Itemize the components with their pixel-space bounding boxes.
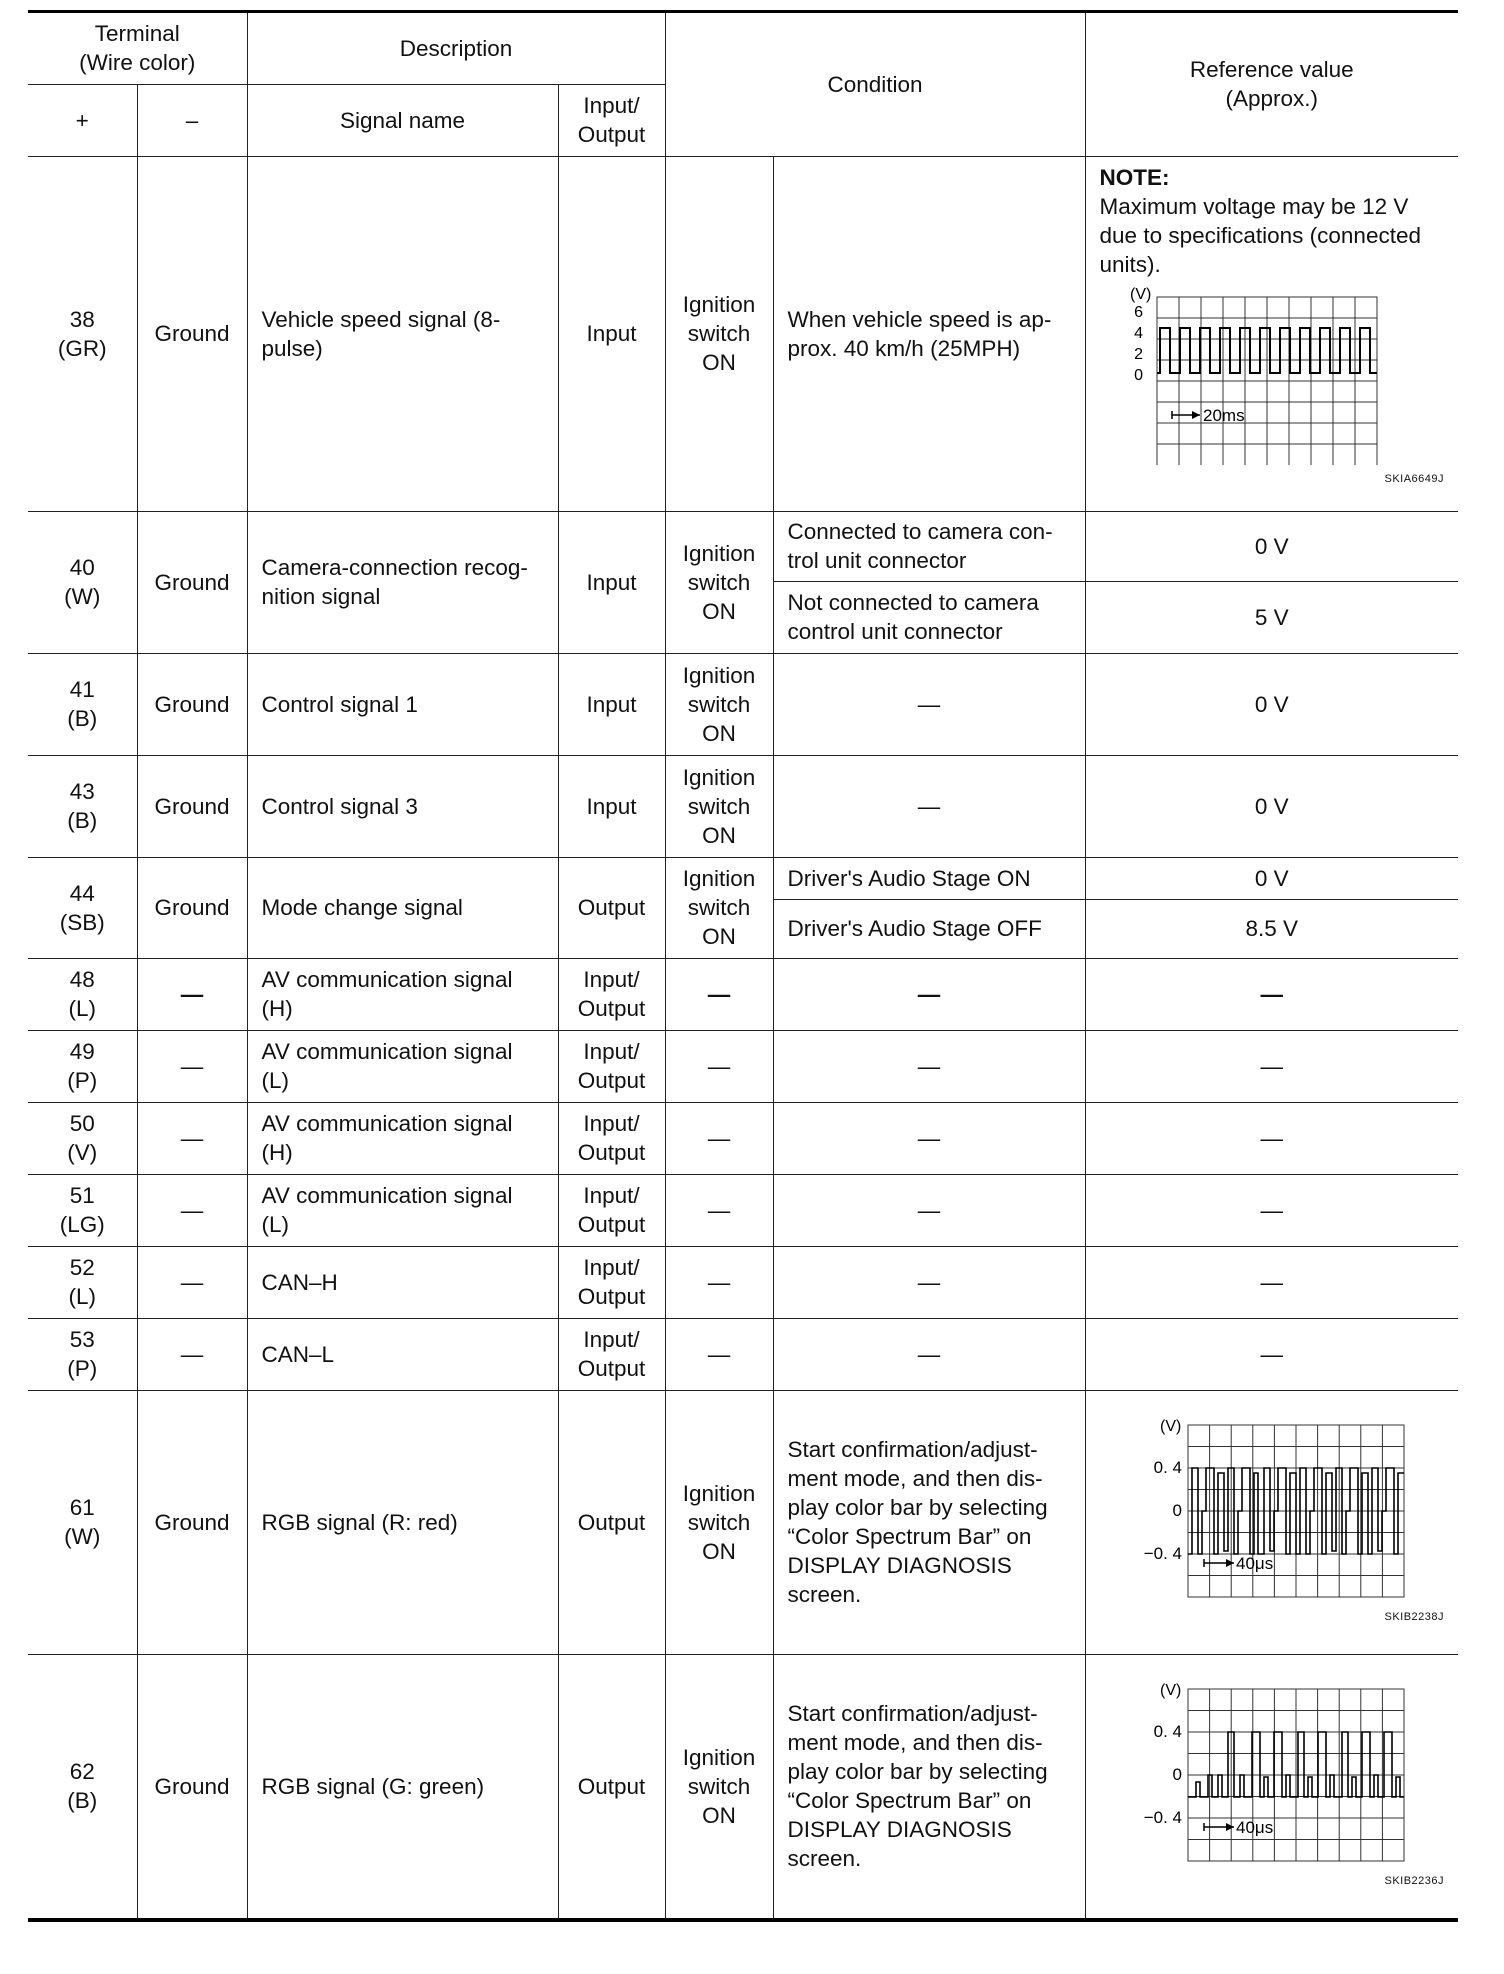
io-cell: Output — [558, 857, 665, 958]
signal-cell: AV communication signal (H) — [247, 958, 558, 1030]
table-row — [28, 511, 1458, 581]
terminal-reference-table — [28, 13, 1458, 1918]
wave-tick: 0 — [1172, 1500, 1182, 1520]
terminal-header: Terminal (Wire color) — [28, 13, 247, 84]
ground-cell: — — [137, 1246, 247, 1318]
ground-cell: — — [137, 1102, 247, 1174]
speed-waveform-graph — [1100, 285, 1400, 465]
reference-cell: 0 V — [1085, 653, 1458, 755]
ground-cell: Ground — [137, 1654, 247, 1918]
condition-cell: Ignition switch ON — [665, 1654, 773, 1918]
wave-unit: (V) — [1129, 285, 1151, 303]
figure-code: SKIB2236J — [1384, 1874, 1445, 1887]
table-row — [28, 1246, 1458, 1318]
condition-detail-cell: — — [773, 958, 1085, 1030]
wave-tick: 4 — [1133, 324, 1143, 342]
reference-header: Reference value (Approx.) — [1085, 13, 1458, 156]
io-cell: Input/ Output — [558, 1174, 665, 1246]
table-row — [28, 857, 1458, 899]
table-row — [28, 958, 1458, 1030]
signal-cell: Control signal 3 — [247, 755, 558, 857]
io-cell: Input/ Output — [558, 1318, 665, 1390]
reference-cell: — — [1085, 1102, 1458, 1174]
signal-cell: RGB signal (R: red) — [247, 1390, 558, 1654]
wave-grid — [1157, 297, 1377, 465]
condition-detail-cell: — — [773, 755, 1085, 857]
ground-cell: Ground — [137, 857, 247, 958]
reference-cell: — — [1085, 1318, 1458, 1390]
signal-cell: RGB signal (G: green) — [247, 1654, 558, 1918]
ground-cell: Ground — [137, 653, 247, 755]
ground-cell: — — [137, 1318, 247, 1390]
table-row — [28, 653, 1458, 755]
minus-header: – — [137, 84, 247, 156]
reference-cell — [1085, 1654, 1458, 1918]
signal-cell: Camera-connection recog- nition signal — [247, 511, 558, 653]
signal-cell: CAN–L — [247, 1318, 558, 1390]
reference-cell: — — [1085, 1174, 1458, 1246]
reference-cell: 5 V — [1085, 581, 1458, 653]
condition-detail-cell: — — [773, 1174, 1085, 1246]
reference-cell: 0 V — [1085, 511, 1458, 581]
terminal-cell: 48 (L) — [28, 958, 137, 1030]
condition-header: Condition — [665, 13, 1085, 156]
signal-cell: Vehicle speed signal (8- pulse) — [247, 156, 558, 511]
wave-time-label: 40μs — [1235, 1553, 1273, 1573]
condition-cell: — — [665, 1246, 773, 1318]
signal-name-header: Signal name — [247, 84, 558, 156]
terminal-cell: 52 (L) — [28, 1246, 137, 1318]
terminal-cell: 53 (P) — [28, 1318, 137, 1390]
terminal-cell: 40 (W) — [28, 511, 137, 653]
terminal-cell: 43 (B) — [28, 755, 137, 857]
wave-time-label: 20ms — [1202, 405, 1245, 425]
wave-tick: −0. 4 — [1143, 1543, 1182, 1563]
reference-cell — [1085, 1390, 1458, 1654]
condition-detail-cell: When vehicle speed is ap- prox. 40 km/h (25MPH) — [773, 156, 1085, 511]
wave-unit: (V) — [1159, 1417, 1182, 1435]
io-cell: Input — [558, 755, 665, 857]
terminal-cell: 62 (B) — [28, 1654, 137, 1918]
reference-cell: 8.5 V — [1085, 899, 1458, 958]
condition-detail-cell: Connected to camera con- trol unit connector — [773, 511, 1085, 581]
table-row — [28, 156, 1458, 511]
reference-cell: 0 V — [1085, 857, 1458, 899]
io-cell: Input/ Output — [558, 1030, 665, 1102]
condition-cell: — — [665, 958, 773, 1030]
wave-tick: 0. 4 — [1153, 1457, 1182, 1477]
rgb-red-waveform — [1122, 1413, 1422, 1603]
ground-cell: Ground — [137, 511, 247, 653]
terminal-cell: 50 (V) — [28, 1102, 137, 1174]
wave-tick: 0 — [1133, 366, 1143, 384]
description-header: Description — [247, 13, 665, 84]
condition-cell: Ignition switch ON — [665, 857, 773, 958]
reference-cell — [1085, 156, 1458, 511]
terminal-cell: 49 (P) — [28, 1030, 137, 1102]
reference-cell: 0 V — [1085, 755, 1458, 857]
condition-detail-cell: Start confirmation/adjust- ment mode, and then dis- play color bar by selecting “Color Spectrum Bar” on DISPLAY DIAGNOSIS screen. — [773, 1390, 1085, 1654]
ground-cell: Ground — [137, 755, 247, 857]
note-text: Maximum voltage may be 12 V due to specifications (connected units). — [1099, 193, 1421, 277]
reference-cell: — — [1085, 1030, 1458, 1102]
signal-cell: AV communication signal (H) — [247, 1102, 558, 1174]
ground-cell: — — [137, 958, 247, 1030]
figure-code: SKIA6649J — [1384, 472, 1445, 485]
header-row-1 — [28, 13, 1458, 84]
condition-detail-cell: — — [773, 653, 1085, 755]
terminal-cell: 51 (LG) — [28, 1174, 137, 1246]
wave-tick: 6 — [1133, 303, 1143, 321]
condition-cell: Ignition switch ON — [665, 511, 773, 653]
io-cell: Input/ Output — [558, 1102, 665, 1174]
ground-cell: — — [137, 1174, 247, 1246]
condition-cell: Ignition switch ON — [665, 156, 773, 511]
condition-cell: — — [665, 1318, 773, 1390]
table-row — [28, 1654, 1458, 1918]
io-cell: Input/ Output — [558, 1246, 665, 1318]
wave-tick: 2 — [1133, 345, 1143, 363]
condition-detail-cell: — — [773, 1246, 1085, 1318]
condition-detail-cell: Driver's Audio Stage ON — [773, 857, 1085, 899]
condition-detail-cell: — — [773, 1102, 1085, 1174]
io-cell: Output — [558, 1390, 665, 1654]
condition-detail-cell: Not connected to camera control unit connector — [773, 581, 1085, 653]
note-title: NOTE: — [1099, 164, 1170, 190]
terminal-cell: 44 (SB) — [28, 857, 137, 958]
condition-cell: Ignition switch ON — [665, 1390, 773, 1654]
io-cell: Input — [558, 653, 665, 755]
table-row — [28, 1174, 1458, 1246]
figure-code: SKIB2238J — [1384, 1610, 1445, 1623]
terminal-cell: 38 (GR) — [28, 156, 137, 511]
reference-cell: — — [1085, 958, 1458, 1030]
table-row — [28, 1390, 1458, 1654]
signal-cell: AV communication signal (L) — [247, 1030, 558, 1102]
condition-detail-cell: Driver's Audio Stage OFF — [773, 899, 1085, 958]
terminal-cell: 41 (B) — [28, 653, 137, 755]
wave-tick: 0 — [1172, 1764, 1182, 1784]
terminal-cell: 61 (W) — [28, 1390, 137, 1654]
ground-cell: Ground — [137, 1390, 247, 1654]
plus-header: + — [28, 84, 137, 156]
table-row — [28, 1102, 1458, 1174]
signal-cell: AV communication signal (L) — [247, 1174, 558, 1246]
condition-cell: Ignition switch ON — [665, 653, 773, 755]
condition-cell: Ignition switch ON — [665, 755, 773, 857]
ground-cell: Ground — [137, 156, 247, 511]
condition-cell: — — [665, 1174, 773, 1246]
table-row — [28, 1030, 1458, 1102]
condition-cell: — — [665, 1102, 773, 1174]
io-cell: Input — [558, 511, 665, 653]
condition-detail-cell: Start confirmation/adjust- ment mode, and then dis- play color bar by selecting “Color Spectrum Bar” on DISPLAY DIAGNOSIS screen. — [773, 1654, 1085, 1918]
terminal-reference-table-page — [28, 10, 1458, 1922]
reference-cell: — — [1085, 1246, 1458, 1318]
signal-cell: CAN–H — [247, 1246, 558, 1318]
table-row — [28, 1318, 1458, 1390]
rgb-green-waveform — [1122, 1677, 1422, 1867]
table-row — [28, 755, 1458, 857]
condition-detail-cell: — — [773, 1030, 1085, 1102]
wave-time-label: 40μs — [1235, 1817, 1273, 1837]
io-cell: Output — [558, 1654, 665, 1918]
io-cell: Input/ Output — [558, 958, 665, 1030]
ground-cell: — — [137, 1030, 247, 1102]
wave-tick: −0. 4 — [1143, 1807, 1182, 1827]
io-cell: Input — [558, 156, 665, 511]
wave-tick: 0. 4 — [1153, 1721, 1182, 1741]
wave-unit: (V) — [1159, 1681, 1182, 1699]
condition-detail-cell: — — [773, 1318, 1085, 1390]
io-header: Input/ Output — [558, 84, 665, 156]
signal-cell: Mode change signal — [247, 857, 558, 958]
condition-cell: — — [665, 1030, 773, 1102]
speed-waveform — [1100, 285, 1445, 472]
signal-cell: Control signal 1 — [247, 653, 558, 755]
